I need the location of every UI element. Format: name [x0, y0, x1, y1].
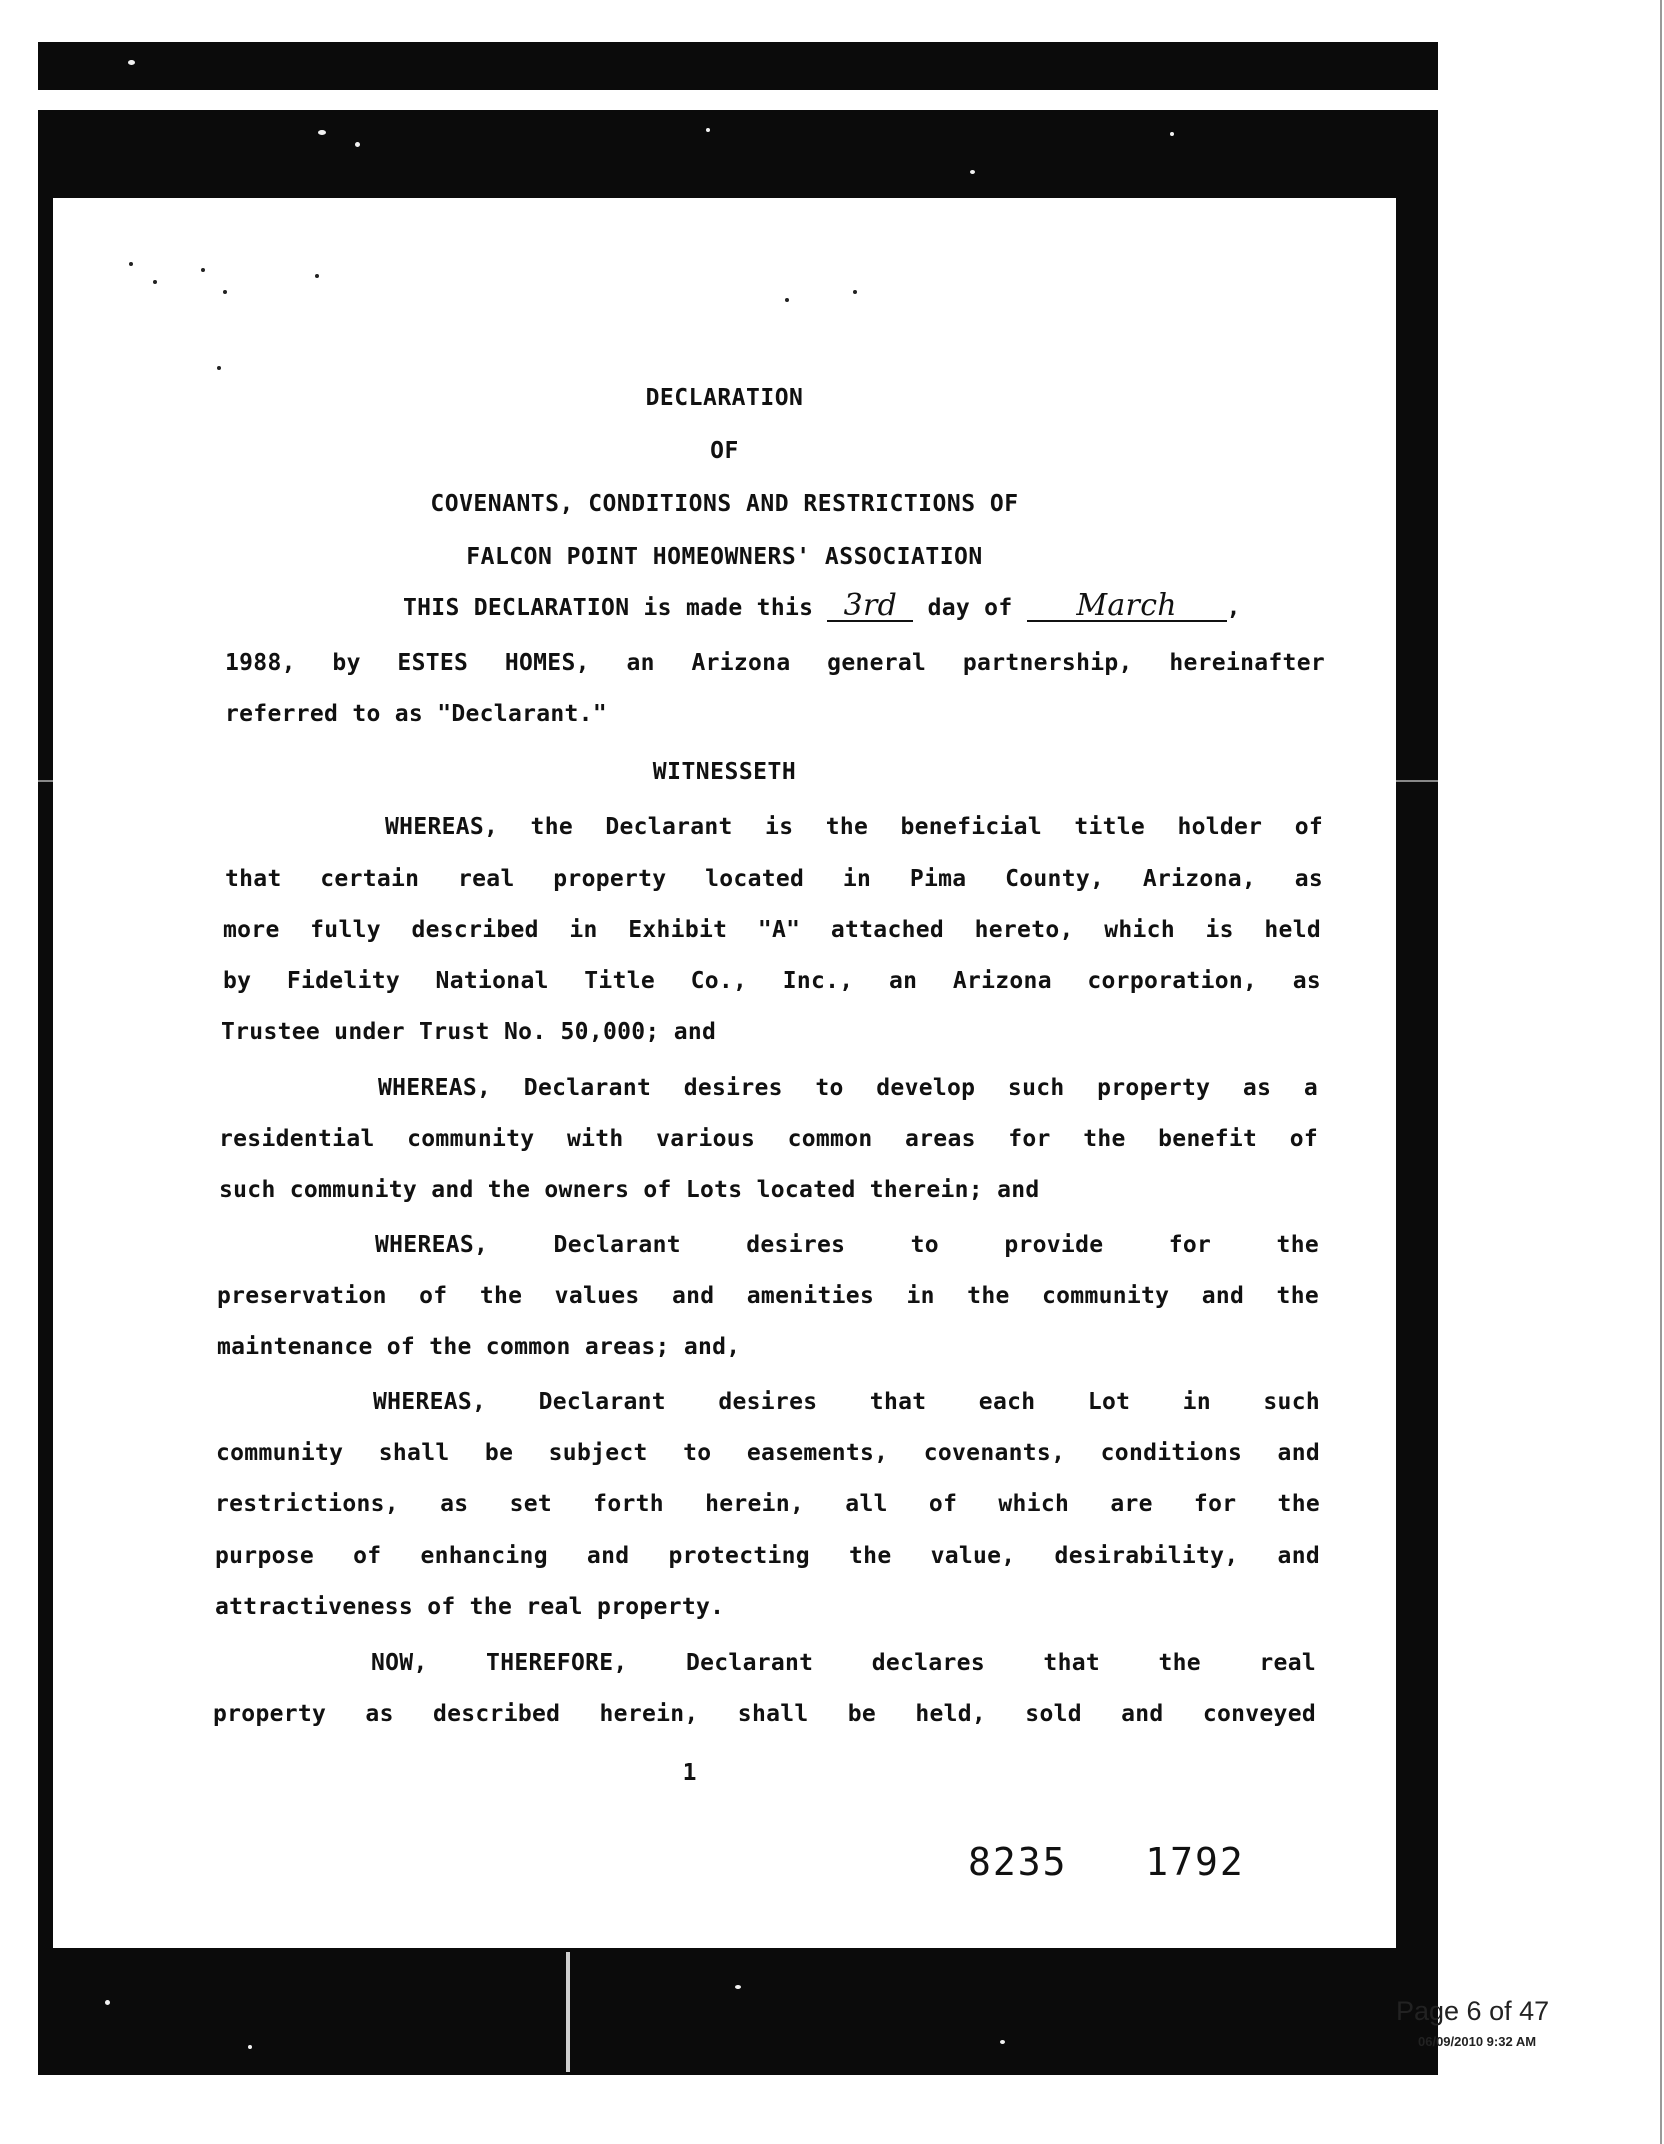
- recital-line: WHEREAS, the Declarant is the beneficial title holder of: [385, 814, 1323, 840]
- dust-dot: [853, 290, 857, 294]
- witnesseth-heading: WITNESSETH: [652, 759, 797, 785]
- recital-line: attractiveness of the real property.: [215, 1594, 725, 1620]
- dust-dot: [785, 298, 789, 302]
- intro-line-1: [403, 588, 1241, 623]
- page-number: 1: [682, 1760, 697, 1786]
- dust-dot: [315, 274, 319, 278]
- intro-mid: day of: [927, 595, 1013, 621]
- scan-speck: [706, 128, 710, 132]
- title-of: OF: [710, 438, 739, 464]
- scan-speck: [318, 130, 326, 135]
- scan-speck: [128, 60, 135, 65]
- scan-speck: [970, 170, 975, 174]
- recital-line: maintenance of the common areas; and,: [217, 1334, 741, 1360]
- recital-line: such community and the owners of Lots located therein; and: [219, 1177, 1040, 1203]
- title-covenants: COVENANTS, CONDITIONS AND RESTRICTIONS OF: [430, 491, 1019, 517]
- recital-line: residential community with various common areas for the benefit of: [219, 1126, 1318, 1152]
- dust-dot: [153, 280, 157, 284]
- recital-line: Trustee under Trust No. 50,000; and: [221, 1019, 717, 1045]
- recital-line: property as described herein, shall be held, sold and conveyed: [213, 1701, 1316, 1727]
- scan-top-strip: [38, 42, 1438, 90]
- print-timestamp: 06/09/2010 9:32 AM: [1418, 2034, 1537, 2049]
- dust-dot: [217, 366, 221, 370]
- intro-line-3: referred to as "Declarant.": [225, 701, 607, 727]
- intro-line-2: 1988, by ESTES HOMES, an Arizona general partnership, hereinafter: [225, 650, 1325, 676]
- handwritten-month: March: [1027, 592, 1227, 622]
- title-association: FALCON POINT HOMEOWNERS' ASSOCIATION: [466, 544, 983, 570]
- recital-line: purpose of enhancing and protecting the value, desirability, and: [215, 1543, 1320, 1569]
- viewer-edge-rule: [1660, 0, 1662, 2144]
- dust-dot: [201, 268, 205, 272]
- scan-speck: [735, 1985, 741, 1989]
- intro-tail: ,: [1226, 595, 1241, 621]
- recital-line: more fully described in Exhibit "A" attached hereto, which is held: [223, 917, 1321, 943]
- recital-line: NOW, THEREFORE, Declarant declares that the real: [371, 1650, 1316, 1676]
- page-indicator: Page 6 of 47: [1396, 1996, 1550, 2026]
- recital-line: community shall be subject to easements, covenants, conditions and: [216, 1440, 1320, 1466]
- dust-dot: [129, 262, 133, 266]
- recital-line: restrictions, as set forth herein, all of which are for the: [215, 1491, 1320, 1517]
- scan-speck: [1000, 2040, 1005, 2044]
- scan-speck: [355, 142, 360, 147]
- recital-line: WHEREAS, Declarant desires to provide for the: [375, 1232, 1319, 1258]
- recital-line: preservation of the values and amenities in the community and the: [217, 1283, 1319, 1309]
- handwritten-day: 3rd: [827, 592, 913, 622]
- intro-lead: THIS DECLARATION is made this: [403, 595, 814, 621]
- scan-speck: [1170, 132, 1174, 136]
- recital-line: WHEREAS, Declarant desires to develop such property as a: [378, 1075, 1318, 1101]
- recital-line: WHEREAS, Declarant desires that each Lot in such: [373, 1389, 1320, 1415]
- title-declaration: DECLARATION: [645, 385, 804, 411]
- scan-streak: [566, 1952, 570, 2072]
- scan-speck: [248, 2045, 252, 2049]
- recital-line: by Fidelity National Title Co., Inc., an Arizona corporation, as: [223, 968, 1321, 994]
- dust-dot: [223, 290, 227, 294]
- document-page: [53, 198, 1396, 1948]
- scan-speck: [105, 2000, 110, 2005]
- recording-stamp: 8235 1792: [968, 1840, 1245, 1884]
- recital-line: that certain real property located in Pima County, Arizona, as: [225, 866, 1323, 892]
